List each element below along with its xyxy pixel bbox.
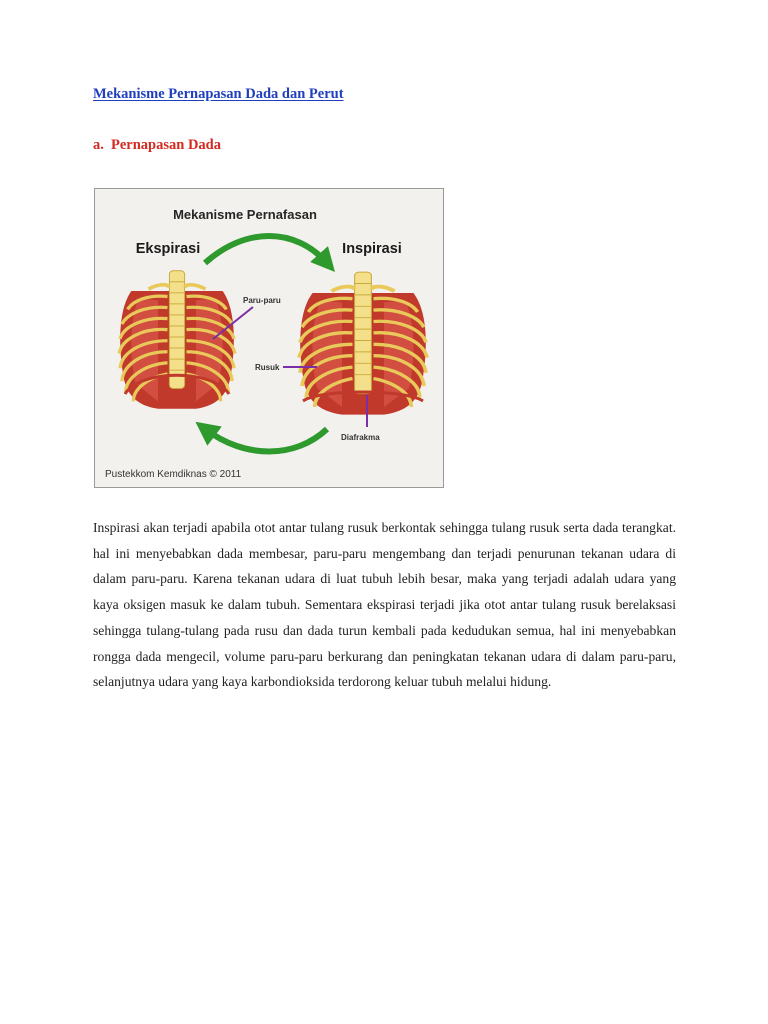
arrow-to-inspiration-icon [205, 236, 327, 263]
section-heading-text: Pernapasan Dada [111, 137, 221, 153]
document-title-link[interactable]: Mekanisme Pernapasan Dada dan Perut [93, 86, 344, 102]
section-heading [93, 137, 221, 154]
ribs-label: Rusuk [255, 363, 280, 372]
inspiration-label: Inspirasi [342, 241, 402, 257]
diaphragm-label: Diafrakma [341, 433, 380, 442]
section-marker: a. [93, 137, 104, 153]
body-paragraph: Inspirasi akan terjadi apabila otot antar tulang rusuk berkontak sehingga tulang rusuk serta dada terangkat. hal ini menyebabkan dada membesar, paru-paru mengembang dan terjadi penurunan tekanan udara di dalam paru-paru. Karena tekanan udara di luat tubuh lebih besar, maka yang terjadi adalah udara yang kaya oksigen masuk ke dalam tubuh. Sementara ekspirasi terjadi jika otot antar tulang rusuk berelaksasi sehingga tulang-tulang pada rusu dan dada turun kembali pada kedudukan semua, hal ini menyebabkan rongga dada mengecil, volume paru-paru berkurang dan peningkatan tekanan udara di dalam paru-paru, selanjutnya udara yang kaya karbondioksida terdorong keluar tubuh melalui hidung. [93, 520, 676, 690]
breathing-mechanism-figure [94, 188, 444, 488]
arrow-to-expiration-icon [205, 429, 327, 452]
figure-title: Mekanisme Pernafasan [173, 207, 317, 222]
figure-illustration [95, 189, 444, 488]
ribcage-expiration-illustration [119, 271, 235, 409]
expiration-label: Ekspirasi [135, 241, 201, 257]
lungs-label: Paru-paru [243, 296, 281, 305]
figure-credit: Pustekkom Kemdiknas © 2011 [105, 469, 242, 480]
